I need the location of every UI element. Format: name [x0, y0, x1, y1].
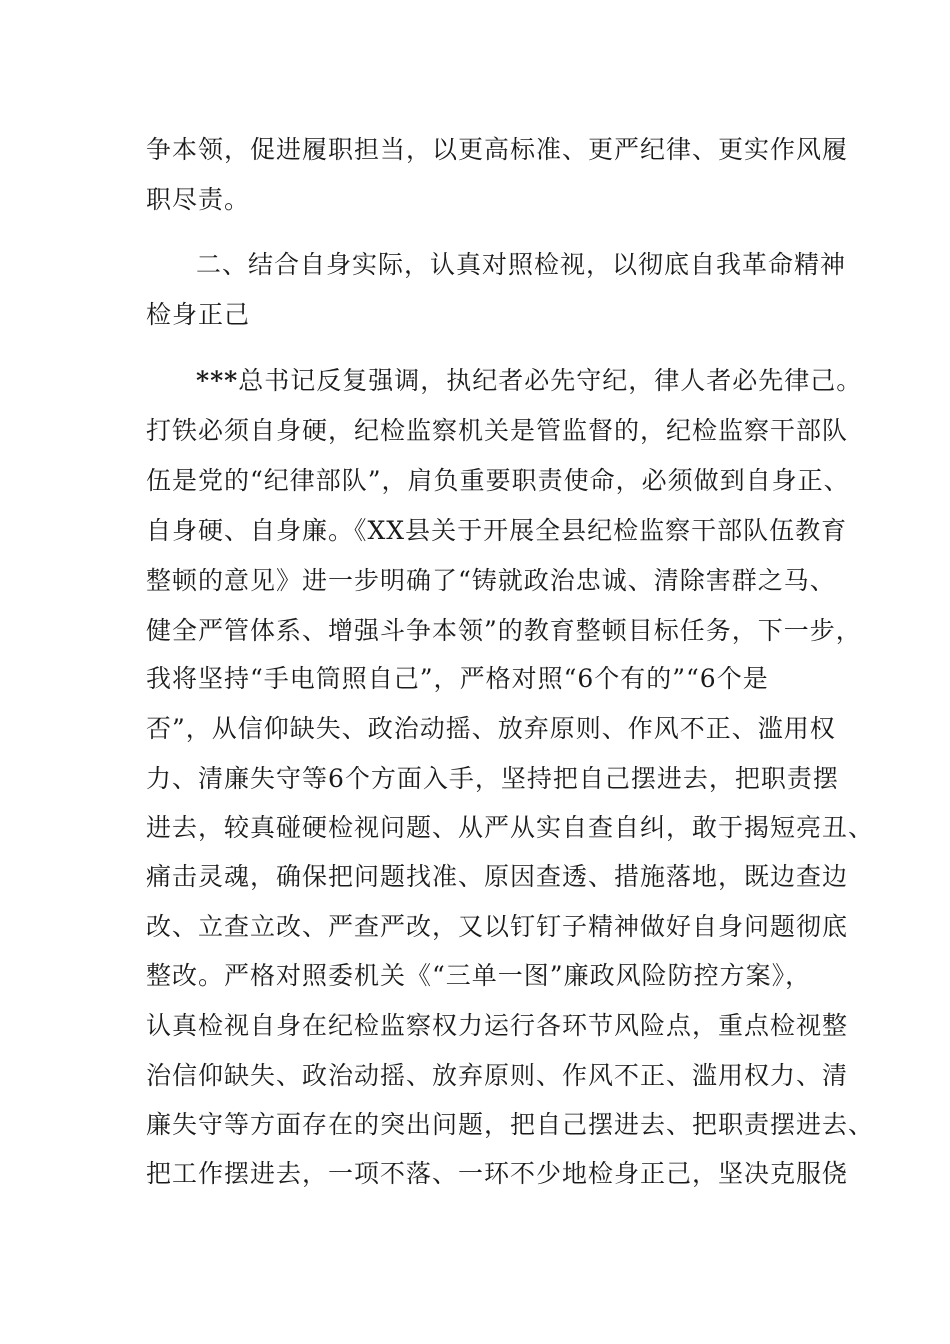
- section-heading-line: 二、结合自身实际，认真对照检视，以彻底自我革命精神: [196, 250, 847, 279]
- text-line: 把工作摆进去，一项不落、一环不少地检身正己，坚决克服侥: [146, 1159, 849, 1188]
- text-line: 自身硬、自身廉。《XX县关于开展全县纪检监察干部队伍教育: [146, 516, 848, 545]
- text-line: 认真检视自身在纪检监察权力运行各环节风险点，重点检视整: [146, 1011, 849, 1040]
- text-span: 总书记反复强调，执纪者必先守纪，律人者必先律己。: [238, 366, 863, 395]
- text-line: 改、立查立改、严查严改，又以钉钉子精神做好自身问题彻底: [146, 912, 849, 941]
- text-line: 治信仰缺失、政治动摇、放弃原则、作风不正、滥用权力、清: [146, 1061, 849, 1090]
- section-heading-line: 检身正己: [146, 300, 251, 329]
- text-line: 争本领，促进履职担当，以更高标准、更严纪律、更实作风履: [146, 135, 849, 164]
- text-line: 打铁必须自身硬，纪检监察机关是管监督的，纪检监察干部队: [146, 416, 849, 445]
- text-line: 进去，较真碰硬检视问题、从严从实自查自纠，敢于揭短亮丑、: [146, 813, 875, 842]
- text-line: 力、清廉失守等6个方面入手，坚持把自己摆进去，把职责摆: [146, 764, 839, 793]
- text-line: 廉失守等方面存在的突出问题，把自己摆进去、把职责摆进去、: [146, 1110, 875, 1139]
- redacted-name: ***: [196, 366, 239, 395]
- text-line: 职尽责。: [146, 185, 251, 214]
- text-line: 痛击灵魂，确保把问题找准、原因查透、措施落地，既边查边: [146, 862, 849, 891]
- text-line: 否”，从信仰缺失、政治动摇、放弃原则、作风不正、滥用权: [146, 714, 836, 743]
- text-line: 整顿的意见》进一步明确了“铸就政治忠诚、清除害群之马、: [146, 566, 836, 595]
- text-line: 健全严管体系、增强斗争本领”的教育整顿目标任务，下一步，: [146, 616, 862, 645]
- text-line: 我将坚持“手电筒照自己”，严格对照“6个有的”“6个是: [146, 664, 769, 693]
- text-line: 整改。严格对照委机关《“三单一图”廉政风险防控方案》，: [146, 961, 812, 990]
- text-line: 伍是党的“纪律部队”，肩负重要职责使命，必须做到自身正、: [146, 466, 850, 495]
- paragraph-first-line: [196, 366, 862, 396]
